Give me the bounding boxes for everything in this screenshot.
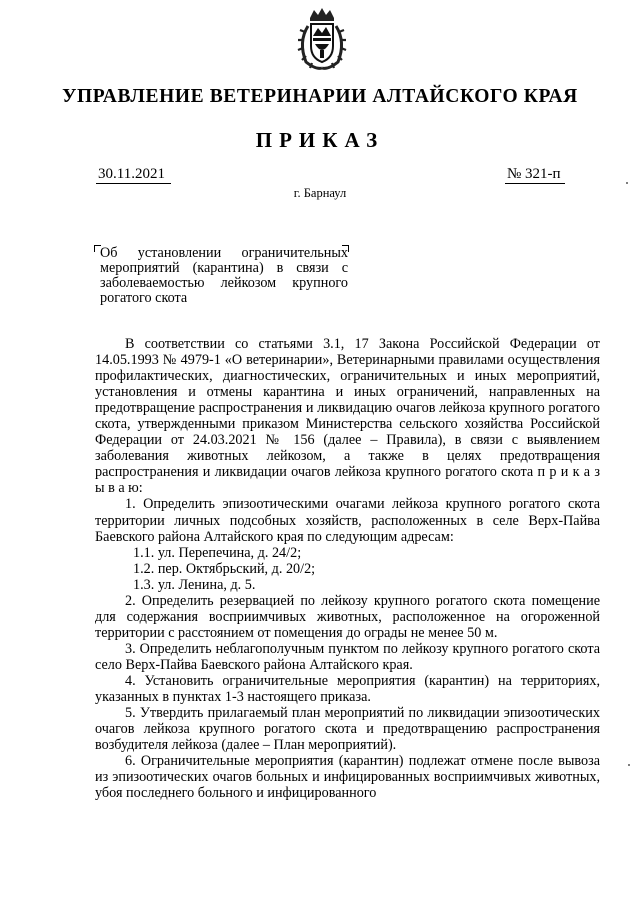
clause-4: 4. Установить ограничительные мероприятия (карантин) на территориях, указанных в пунктах 1-3 настоящего приказа.: [95, 672, 600, 706]
order-number: № 321-п: [505, 166, 565, 184]
clause-5: 5. Утвердить прилагаемый план мероприятий по ликвидации эпизоотических очагов лейкоза крупного рогатого скота и предотвращению распространения возбудителя лейкоза (далее – План мероприятий).: [95, 705, 600, 754]
clause-1-3: 1.3. ул. Ленина, д. 5.: [133, 576, 256, 593]
clause-1-1: 1.1. ул. Перепечина, д. 24/2;: [133, 544, 302, 561]
preamble-paragraph: В соответствии со статьями 3.1, 17 Закона Российской Федерации от 14.05.1993 № 4979-1 «О ветеринарии», Ветеринарными правилами осуществления профилактических, диагностических, ограничительных и иных мероприятий, установления и отмены карантина и иных ограничений, направленных на предотвращение распространения и ликвидацию очагов лейкоза крупного рогатого скота, утвержденными приказом Министерства сельского хозяйства Российской Федерации от 24.03.2021 № 156 (далее – Правила), в связи с выявлением заболевания животных лейкозом, а также в целях предотвращения распространения и ликвидации очагов лейкоза крупного рогатого скота п р и к а з ы в а ю:: [95, 336, 600, 497]
scan-speck: [628, 764, 630, 766]
coat-of-arms-emblem: [296, 6, 348, 72]
order-body: [95, 336, 600, 801]
issue-city: г. Барнаул: [293, 186, 347, 200]
clause-3: 3. Определить неблагополучным пунктом по лейкозу крупного рогатого скота село Верх-Пайва Баевского района Алтайского края.: [95, 640, 600, 673]
clause-2: 2. Определить резервацией по лейкозу крупного рогатого скота помещение для содержания восприимчивых животных, расположенное на огороженной территории с расстоянием от помещения до ограды не менее 50 м.: [95, 592, 600, 641]
order-subject: Об установлении ограничительных мероприятий (карантина) в связи с заболеваемостью лейкозом крупного рогатого скота: [100, 245, 348, 306]
clause-1-2: 1.2. пер. Октябрьский, д. 20/2;: [133, 560, 316, 577]
order-date: 30.11.2021: [96, 166, 171, 184]
clause-1: 1. Определить эпизоотическими очагами лейкоза крупного рогатого скота территории личных подсобных хозяйств, расположенных в селе Верх-Пайва Баевского района Алтайского края по следующим адресам:: [95, 496, 600, 545]
scan-speck: [626, 182, 628, 184]
document-type-title: ПРИКАЗ: [255, 128, 385, 152]
organization-title: УПРАВЛЕНИЕ ВЕТЕРИНАРИИ АЛТАЙСКОГО КРАЯ: [62, 86, 578, 107]
clause-6: 6. Ограничительные мероприятия (карантин) подлежат отмене после вывоза из эпизоотических очагов больных и инфицированных восприимчивых животных, убоя последнего больного и инфицированного: [95, 753, 600, 802]
